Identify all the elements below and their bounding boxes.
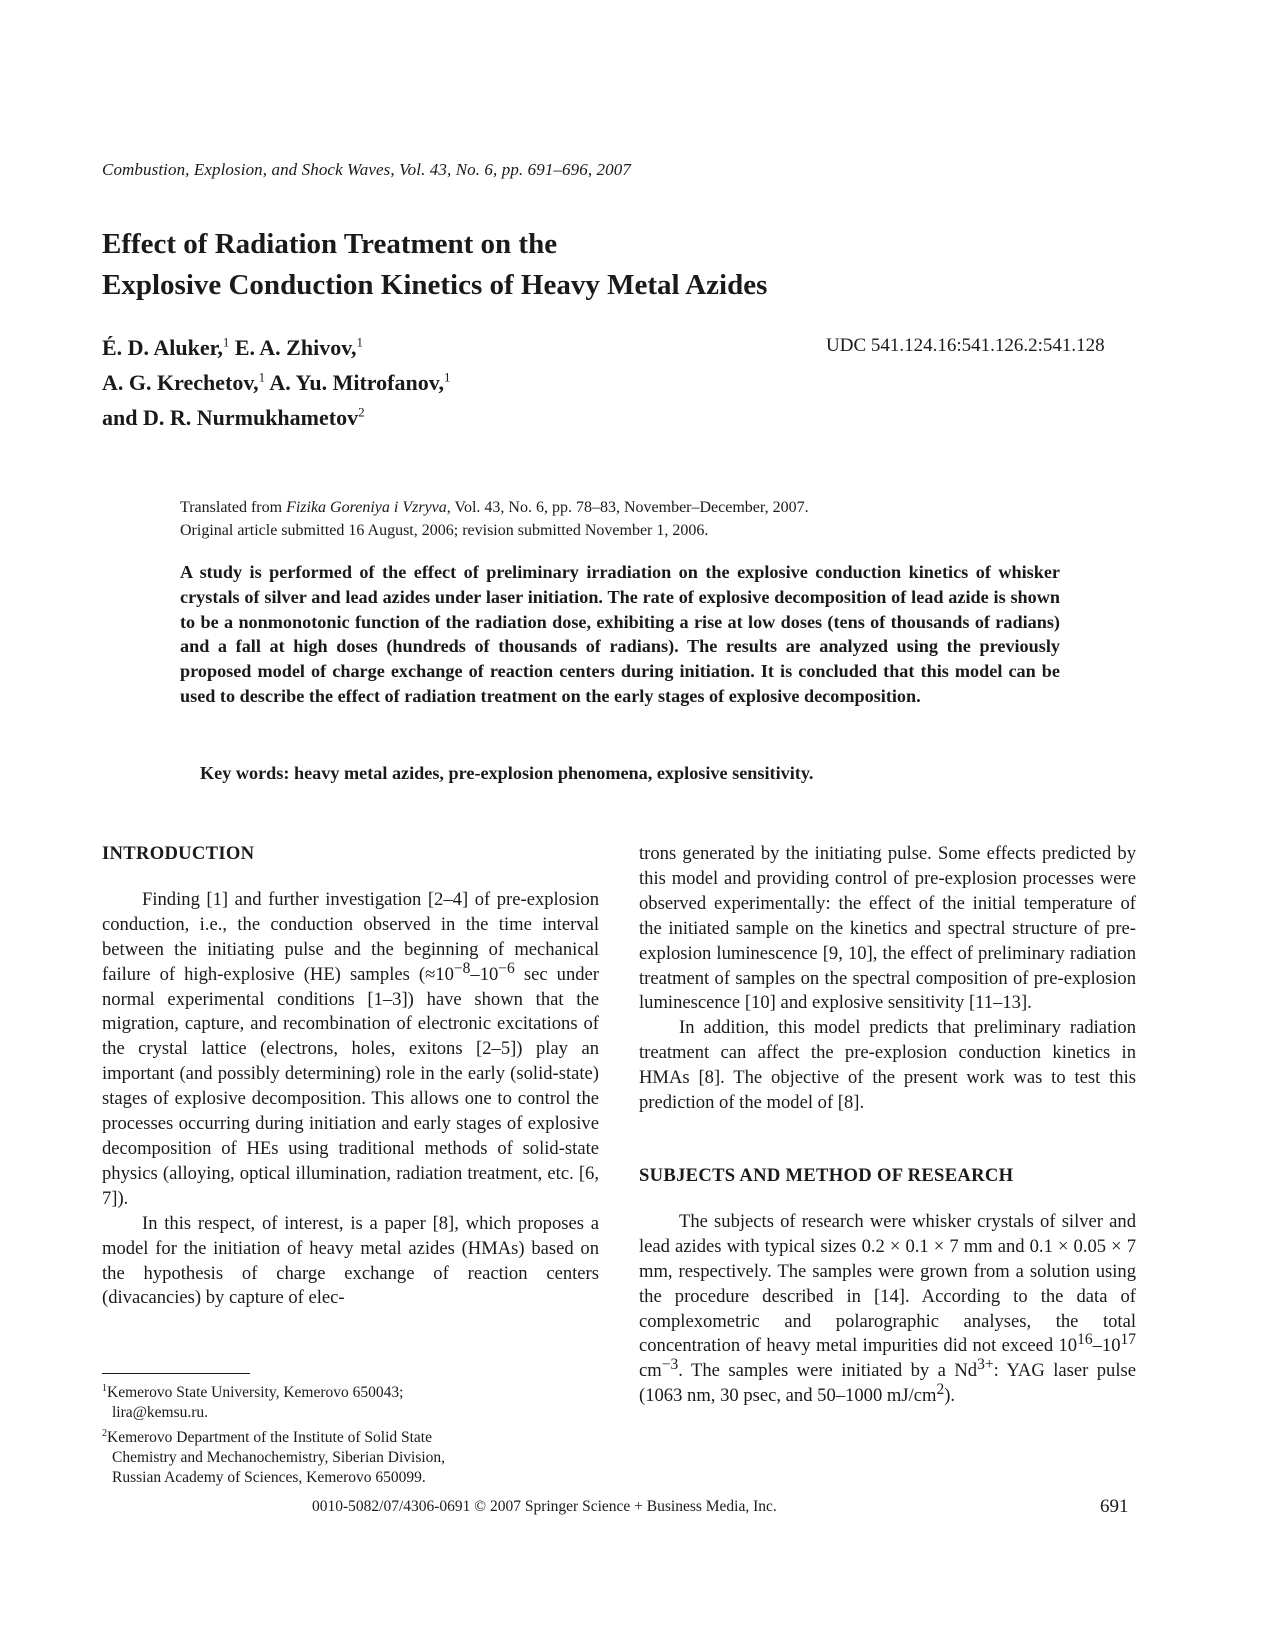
footnote-2 — [102, 1428, 582, 1488]
author-line-2 — [102, 365, 451, 400]
footnote-2-line-2: Chemistry and Mechanochemistry, Siberian Division, — [112, 1449, 446, 1466]
author-name: A. Yu. Mitrofanov, — [269, 370, 445, 395]
author-name: and D. R. Nurmukhametov — [102, 405, 359, 430]
translation-source-line — [180, 496, 809, 519]
translation-note — [180, 496, 809, 542]
copyright-line: 0010-5082/07/4306-0691 © 2007 Springer Science + Business Media, Inc. — [312, 1498, 777, 1515]
keywords: Key words: heavy metal azides, pre-explosion phenomena, explosive sensitivity. — [200, 763, 814, 783]
journal-citation: Combustion, Explosion, and Shock Waves, Vol. 43, No. 6, pp. 691–696, 2007 — [102, 160, 631, 179]
udc-code: UDC 541.124.16:541.126.2:541.128 — [826, 335, 1105, 356]
translation-source-journal: Fizika Goreniya i Vzryva — [286, 499, 447, 516]
affiliation-mark: 1 — [222, 334, 230, 350]
paper-title — [102, 224, 767, 306]
page-number: 691 — [1100, 1496, 1129, 1517]
affiliation-mark: 2 — [358, 404, 365, 420]
footnote-1-mark: 1 — [102, 1382, 107, 1394]
author-name: A. G. Krechetov, — [102, 370, 259, 395]
section-heading-introduction: INTRODUCTION — [102, 843, 255, 864]
intro-paragraph-2: In this respect, of interest, is a paper [8], which proposes a model for the initiation of heavy metal azides (HMAs) based on the hypothesis of charge exchange of reaction centers (divacancies) by capture of elec- — [102, 1212, 599, 1309]
title-line-2: Explosive Conduction Kinetics of Heavy Metal Azides — [102, 269, 768, 301]
title-line-1: Effect of Radiation Treatment on the — [102, 228, 558, 260]
affiliation-mark: 1 — [444, 369, 451, 385]
translation-prefix: Translated from — [180, 499, 287, 516]
author-line-1 — [102, 330, 451, 365]
footnote-2-line-3: Russian Academy of Sciences, Kemerovo 650099. — [112, 1469, 426, 1486]
footnote-1 — [102, 1383, 582, 1423]
footnote-2-line-1: Kemerovo Department of the Institute of Solid State — [107, 1429, 432, 1446]
author-list — [102, 330, 451, 435]
intro-paragraph-3: trons generated by the initiating pulse. Some effects predicted by this model and providing control of pre-explosion processes were observed experimentally: the effect of the initial temperature of the initiated sample on the kinetics and spectral structure of pre-explosion luminescence [9, 10], the effect of preliminary radiation treatment of samples on the spectral composition of pre-explosion luminescence [10] and explosive sensitivity [11–13]. — [639, 843, 1136, 1014]
left-column — [102, 842, 599, 1311]
intro-paragraph-1: Finding [1] and further investigation [2–4] of pre-explosion conduction, i.e., the conduction observed in the time interval between the initiating pulse and the beginning of mechanical failure of high-explosive (HE) samples ($\approx 10^{-8}-10^{-6}$ sec under normal experimental conditions [1–3]) have shown that the migration, capture, and recombination of electronic excitations of the crystal lattice (electrons, holes, exitons [2–5]) play an important (and possibly determining) role in the early (solid-state) stages of explosive decomposition. This allows one to control the processes occurring during initiation and early stages of explosive decomposition of HEs using traditional methods of solid-state physics (alloying, optical illumination, radiation treatment, etc. [6, 7]). — [102, 888, 600, 1209]
footnote-1-line-1: Kemerovo State University, Kemerovo 650043; — [107, 1384, 404, 1401]
footnote-1-line-2: lira@kemsu.ru. — [112, 1404, 209, 1421]
methods-paragraph-1: The subjects of research were whisker crystals of silver and lead azides with typical sizes 0.2 × 0.1 × 7 mm and 0.1 × 0.05 × 7 mm, respectively. The samples were grown from a solution using the procedure described in [14]. According to the data of complexometric and polarographic analyses, the total concentration of heavy metal impurities did not exceed $10^{16}-10^{17}$ $cm^{-3}$. The samples were initiated by a $Nd^{3+}$: YAG laser pulse (1063 nm, 30 psec, and 50–1000 $mJ/cm^2$). — [639, 1210, 1136, 1407]
abstract: A study is performed of the effect of preliminary irradiation on the explosive conduction kinetics of whisker crystals of silver and lead azides under laser initiation. The rate of explosive decomposition of lead azide is shown to be a nonmonotonic function of the radiation dose, exhibiting a rise at low doses (tens of thousands of radians) and a fall at high doses (hundreds of thousands of radians). The results are analyzed using the previously proposed model of charge exchange of reaction centers during initiation. It is concluded that this model can be used to describe the effect of radiation treatment on the early stages of explosive decomposition. — [180, 562, 1060, 706]
submission-dates: Original article submitted 16 August, 2006; revision submitted November 1, 2006. — [180, 522, 709, 539]
affiliation-mark: 1 — [258, 369, 266, 385]
author-line-3 — [102, 400, 451, 435]
intro-paragraph-4: In addition, this model predicts that preliminary radiation treatment can affect the pre-explosion conduction kinetics in HMAs [8]. The objective of the present work was to test this prediction of the model of [8]. — [639, 1017, 1136, 1114]
section-heading-methods: SUBJECTS AND METHOD OF RESEARCH — [639, 1164, 1014, 1186]
right-column — [639, 842, 1136, 1409]
footnote-2-mark: 2 — [102, 1427, 107, 1439]
affiliation-mark: 1 — [356, 334, 363, 350]
footnote-rule — [102, 1373, 250, 1374]
author-name: É. D. Aluker, — [102, 335, 223, 360]
translation-suffix: , Vol. 43, No. 6, pp. 78–83, November–December, 2007. — [446, 499, 809, 516]
author-name: E. A. Zhivov, — [234, 335, 357, 360]
